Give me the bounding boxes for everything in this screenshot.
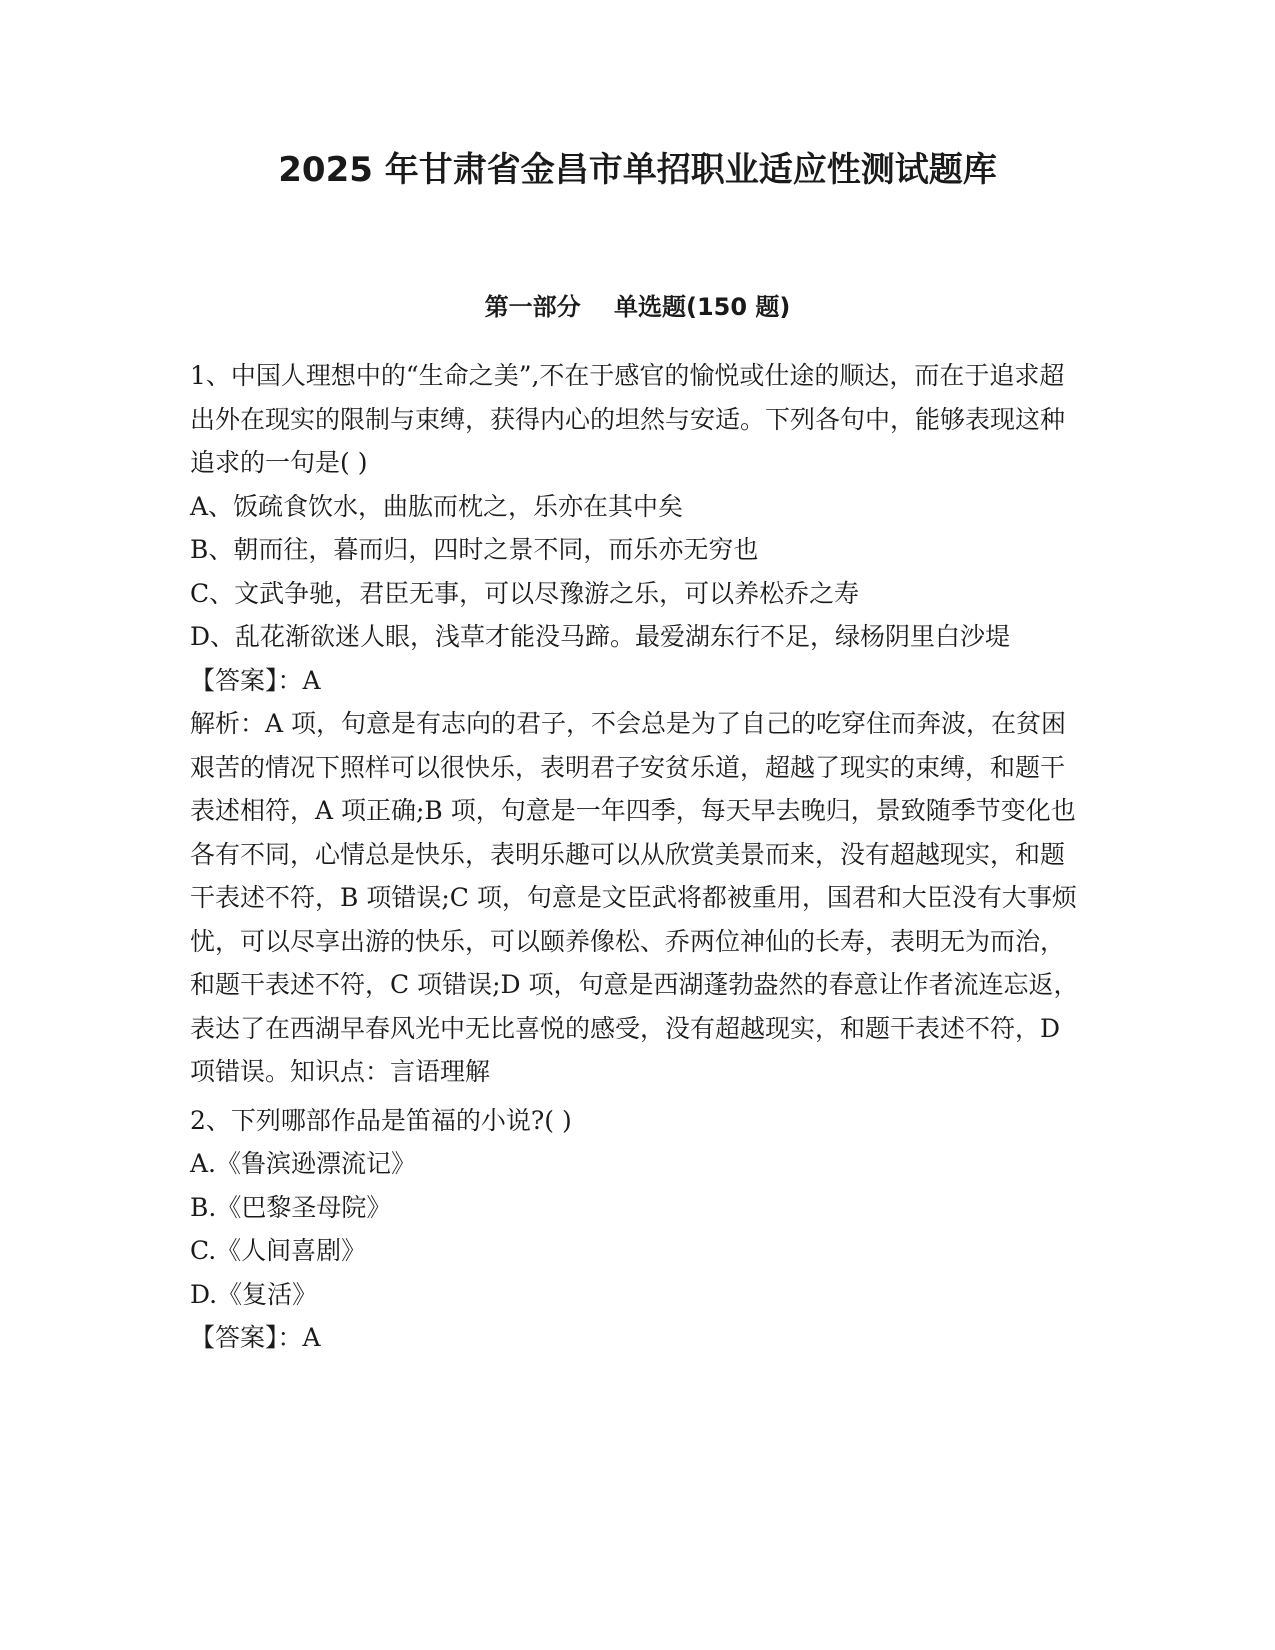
question-1 [190,354,1085,1094]
option-b: B、朝而往，暮而归，四时之景不同，而乐亦无穷也 [190,535,759,564]
option-d: D.《复活》 [190,1279,318,1309]
page-title: 2025 年甘肃省金昌市单招职业适应性测试题库 [278,150,997,190]
option-d: D、乱花渐欲迷人眼，浅草才能没马蹄。最爱湖东行不足，绿杨阴里白沙堤 [190,622,1011,651]
section-title: 第一部分 单选题(150 题) [484,293,791,321]
option-b: B.《巴黎圣母院》 [190,1192,392,1222]
option-c: C.《人间喜剧》 [190,1236,367,1265]
question-stem: 1、中国人理想中的“生命之美”,不在于感官的愉悦或仕途的顺达，而在于追求超出外在现实的限制与束缚，获得内心的坦然与安适。下列各句中，能够表现这种追求的一句是( ) [190,361,1066,477]
option-a: A.《鲁滨逊漂流记》 [190,1149,417,1178]
question-2 [190,1099,1085,1360]
option-a: A、饭疏食饮水，曲肱而枕之，乐亦在其中矣 [190,491,684,521]
answer: 【答案】：A [190,1323,321,1352]
option-c: C、文武争驰，君臣无事，可以尽豫游之乐，可以养松乔之寿 [190,578,860,608]
answer: 【答案】：A [190,665,321,695]
analysis: 解析：A 项，句意是有志向的君子，不会总是为了自己的吃穿住而奔波，在贫困艰苦的情况下照样可以很快乐，表明君子安贫乐道，超越了现实的束缚，和题干表述相符，A 项正确;B 项，句意是一年四季，每天早去晚归，景致随季节变化也各有不同，心情总是快乐，表明乐趣可以从欣赏美景而来，没有超越现实，和题干表述不符，B 项错误;C 项，句意是文臣武将都被重用，国君和大臣没有大事烦忧，可以尽享出游的快乐，可以颐养像松、乔两位神仙的长寿，表明无为而治，和题干表述不符，C 项错误;D 项，句意是西湖蓬勃盎然的春意让作者流连忘返，表达了在西湖早春风光中无比喜悦的感受，没有超越现实，和题干表述不符，D 项错误。知识点：言语理解 [190,709,1079,1086]
question-stem: 2、下列哪部作品是笛福的小说?( ) [190,1105,572,1135]
question-list [190,354,1085,1360]
